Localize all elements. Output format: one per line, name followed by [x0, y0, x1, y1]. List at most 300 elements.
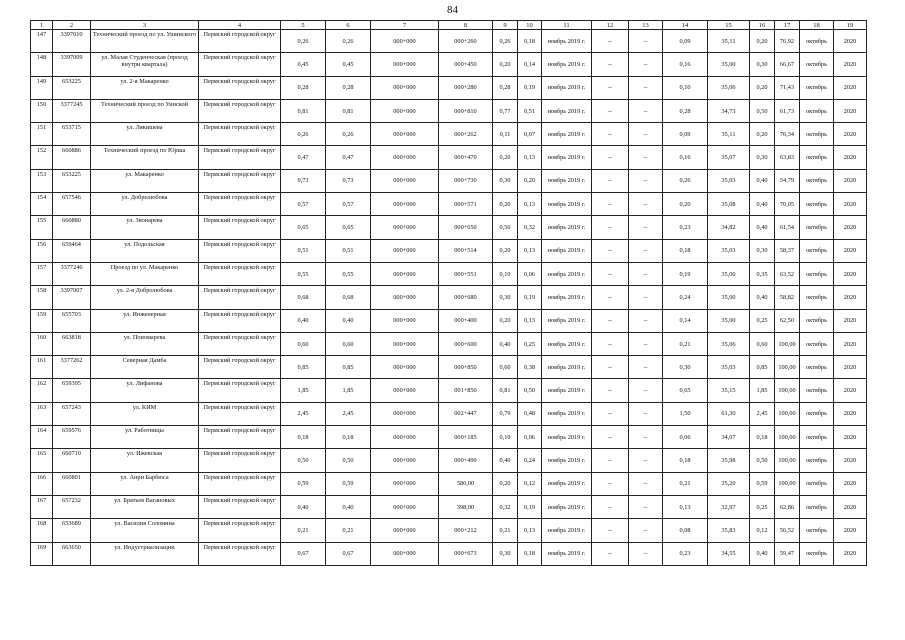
- start-chainage: 000+000: [371, 286, 439, 309]
- value-col15: 34,55: [708, 542, 750, 565]
- road-name: Проезд по ул. Макаренко: [91, 262, 199, 285]
- month: октябрь: [800, 193, 834, 216]
- end-chainage: 002+447: [439, 402, 493, 425]
- month: октябрь: [800, 495, 834, 518]
- value-col17: 58,82: [775, 286, 800, 309]
- value-col14: 0,23: [663, 542, 708, 565]
- inspection-date: ноябрь 2019 г.: [542, 449, 592, 472]
- row-number: 165: [31, 449, 53, 472]
- value-col9: 0,20: [493, 309, 518, 332]
- value-col9: 0,30: [493, 169, 518, 192]
- value-col12: –: [592, 402, 629, 425]
- length-total: 0,60: [281, 332, 326, 355]
- value-col16: 0,40: [750, 169, 775, 192]
- year: 2020: [834, 262, 867, 285]
- road-id: 660801: [53, 472, 91, 495]
- length-km: 0,47: [326, 146, 371, 169]
- length-km: 0,45: [326, 53, 371, 76]
- value-col15: 35,00: [708, 53, 750, 76]
- value-col17: 61,73: [775, 99, 800, 122]
- inspection-date: ноябрь 2019 г.: [542, 426, 592, 449]
- length-total: 0,26: [281, 30, 326, 53]
- value-col10: 0,24: [518, 449, 542, 472]
- value-col9: 0,20: [493, 239, 518, 262]
- value-col14: 0,21: [663, 332, 708, 355]
- value-col13: –: [629, 99, 663, 122]
- value-col14: 0,26: [663, 169, 708, 192]
- inspection-date: ноябрь 2019 г.: [542, 99, 592, 122]
- length-km: 1,85: [326, 379, 371, 402]
- value-col9: 0,21: [493, 519, 518, 542]
- table-row: [31, 76, 867, 99]
- row-number: 160: [31, 332, 53, 355]
- table-row: [31, 356, 867, 379]
- year: 2020: [834, 193, 867, 216]
- value-col15: 35,98: [708, 449, 750, 472]
- end-chainage: 000+260: [439, 30, 493, 53]
- start-chainage: 000+000: [371, 216, 439, 239]
- value-col16: 0,20: [750, 76, 775, 99]
- value-col12: –: [592, 76, 629, 99]
- municipality: Пермский городской округ: [199, 169, 281, 192]
- value-col15: 61,30: [708, 402, 750, 425]
- column-number: 8: [439, 21, 493, 30]
- value-col14: 0,18: [663, 449, 708, 472]
- value-col15: 35,20: [708, 472, 750, 495]
- value-col16: 0,20: [750, 123, 775, 146]
- road-name: ул. Лифанова: [91, 379, 199, 402]
- value-col12: –: [592, 239, 629, 262]
- length-km: 0,68: [326, 286, 371, 309]
- month: октябрь: [800, 472, 834, 495]
- value-col13: –: [629, 286, 663, 309]
- value-col17: 63,83: [775, 146, 800, 169]
- value-col10: 0,13: [518, 309, 542, 332]
- road-name: ул. Работницы: [91, 426, 199, 449]
- value-col14: 0,09: [663, 123, 708, 146]
- year: 2020: [834, 542, 867, 565]
- value-col10: 0,13: [518, 146, 542, 169]
- road-name: Технический проезд по ул. Ушинского: [91, 30, 199, 53]
- end-chainage: 000+185: [439, 426, 493, 449]
- table-row: [31, 193, 867, 216]
- length-total: 0,26: [281, 123, 326, 146]
- table-row: [31, 99, 867, 122]
- road-name: ул. Добролюбова: [91, 193, 199, 216]
- row-number: 147: [31, 30, 53, 53]
- month: октябрь: [800, 542, 834, 565]
- road-id: 659576: [53, 426, 91, 449]
- row-number: 162: [31, 379, 53, 402]
- year: 2020: [834, 76, 867, 99]
- value-col15: 35,11: [708, 30, 750, 53]
- road-name: ул. Братьев Вагановых: [91, 495, 199, 518]
- road-name: Северная Дамба: [91, 356, 199, 379]
- year: 2020: [834, 309, 867, 332]
- road-id: 657232: [53, 495, 91, 518]
- value-col12: –: [592, 332, 629, 355]
- value-col12: –: [592, 286, 629, 309]
- municipality: Пермский городской округ: [199, 123, 281, 146]
- length-total: 0,67: [281, 542, 326, 565]
- value-col16: 0,30: [750, 53, 775, 76]
- value-col9: 0,20: [493, 53, 518, 76]
- column-number: 11: [542, 21, 592, 30]
- value-col17: 59,47: [775, 542, 800, 565]
- value-col9: 0,32: [493, 495, 518, 518]
- row-number: 157: [31, 262, 53, 285]
- end-chainage: 000+673: [439, 542, 493, 565]
- column-number: 10: [518, 21, 542, 30]
- row-number: 150: [31, 99, 53, 122]
- end-chainage: 398,00: [439, 495, 493, 518]
- row-number: 166: [31, 472, 53, 495]
- value-col12: –: [592, 519, 629, 542]
- start-chainage: 000+000: [371, 239, 439, 262]
- value-col10: 0,19: [518, 76, 542, 99]
- value-col12: –: [592, 193, 629, 216]
- length-km: 0,59: [326, 472, 371, 495]
- value-col9: 0,50: [493, 216, 518, 239]
- length-km: 0,40: [326, 309, 371, 332]
- value-col13: –: [629, 426, 663, 449]
- value-col13: –: [629, 123, 663, 146]
- row-number: 161: [31, 356, 53, 379]
- road-name: Технический проезд по Уинской: [91, 99, 199, 122]
- value-col16: 0,85: [750, 356, 775, 379]
- length-total: 0,55: [281, 262, 326, 285]
- value-col12: –: [592, 426, 629, 449]
- value-col9: 0,79: [493, 402, 518, 425]
- value-col17: 58,37: [775, 239, 800, 262]
- value-col15: 32,97: [708, 495, 750, 518]
- value-col9: 0,30: [493, 542, 518, 565]
- value-col12: –: [592, 30, 629, 53]
- start-chainage: 000+000: [371, 262, 439, 285]
- inspection-date: ноябрь 2019 г.: [542, 519, 592, 542]
- year: 2020: [834, 402, 867, 425]
- inspection-date: ноябрь 2019 г.: [542, 542, 592, 565]
- month: октябрь: [800, 309, 834, 332]
- value-col9: 0,81: [493, 379, 518, 402]
- column-number: 14: [663, 21, 708, 30]
- value-col17: 76,34: [775, 123, 800, 146]
- municipality: Пермский городской округ: [199, 53, 281, 76]
- length-km: 0,55: [326, 262, 371, 285]
- length-km: 0,21: [326, 519, 371, 542]
- year: 2020: [834, 426, 867, 449]
- value-col10: 0,48: [518, 402, 542, 425]
- inspection-date: ноябрь 2019 г.: [542, 332, 592, 355]
- value-col14: 0,20: [663, 193, 708, 216]
- value-col13: –: [629, 169, 663, 192]
- table-row: [31, 239, 867, 262]
- start-chainage: 000+000: [371, 30, 439, 53]
- length-total: 0,47: [281, 146, 326, 169]
- inspection-date: ноябрь 2019 г.: [542, 472, 592, 495]
- value-col9: 0,77: [493, 99, 518, 122]
- column-number: 15: [708, 21, 750, 30]
- length-total: 0,45: [281, 53, 326, 76]
- municipality: Пермский городской округ: [199, 449, 281, 472]
- year: 2020: [834, 495, 867, 518]
- length-total: 0,73: [281, 169, 326, 192]
- table-row: [31, 402, 867, 425]
- value-col9: 0,20: [493, 193, 518, 216]
- length-km: 0,85: [326, 356, 371, 379]
- road-id: 659464: [53, 239, 91, 262]
- month: октябрь: [800, 53, 834, 76]
- length-total: 0,28: [281, 76, 326, 99]
- road-id: 653225: [53, 169, 91, 192]
- road-id: 3397007: [53, 286, 91, 309]
- year: 2020: [834, 519, 867, 542]
- end-chainage: 000+514: [439, 239, 493, 262]
- table-row: [31, 495, 867, 518]
- value-col17: 56,52: [775, 519, 800, 542]
- value-col13: –: [629, 262, 663, 285]
- value-col9: 0,20: [493, 472, 518, 495]
- value-col13: –: [629, 53, 663, 76]
- value-col9: 0,11: [493, 123, 518, 146]
- road-id: 655703: [53, 309, 91, 332]
- year: 2020: [834, 449, 867, 472]
- row-number: 169: [31, 542, 53, 565]
- value-col15: 35,06: [708, 76, 750, 99]
- value-col14: 0,08: [663, 519, 708, 542]
- road-id: 660710: [53, 449, 91, 472]
- inspection-date: ноябрь 2019 г.: [542, 216, 592, 239]
- value-col10: 0,38: [518, 356, 542, 379]
- value-col14: 0,13: [663, 495, 708, 518]
- row-number: 164: [31, 426, 53, 449]
- road-id: 653689: [53, 519, 91, 542]
- municipality: Пермский городской округ: [199, 332, 281, 355]
- value-col14: 0,18: [663, 239, 708, 262]
- start-chainage: 000+000: [371, 123, 439, 146]
- value-col12: –: [592, 379, 629, 402]
- value-col16: 0,20: [750, 30, 775, 53]
- start-chainage: 000+000: [371, 426, 439, 449]
- road-id: 659395: [53, 379, 91, 402]
- start-chainage: 000+000: [371, 53, 439, 76]
- road-id: 660880: [53, 216, 91, 239]
- road-id: 663818: [53, 332, 91, 355]
- value-col17: 100,00: [775, 449, 800, 472]
- value-col16: 0,50: [750, 99, 775, 122]
- year: 2020: [834, 379, 867, 402]
- value-col13: –: [629, 519, 663, 542]
- inspection-date: ноябрь 2019 г.: [542, 286, 592, 309]
- row-number: 151: [31, 123, 53, 146]
- municipality: Пермский городской округ: [199, 99, 281, 122]
- value-col15: 35,06: [708, 332, 750, 355]
- month: октябрь: [800, 99, 834, 122]
- value-col15: 34,82: [708, 216, 750, 239]
- value-col16: 0,59: [750, 472, 775, 495]
- value-col14: 0,09: [663, 30, 708, 53]
- value-col16: 0,50: [750, 449, 775, 472]
- value-col17: 63,52: [775, 262, 800, 285]
- value-col16: 0,12: [750, 519, 775, 542]
- value-col15: 35,08: [708, 193, 750, 216]
- start-chainage: 000+000: [371, 542, 439, 565]
- value-col16: 0,30: [750, 146, 775, 169]
- value-col10: 0,14: [518, 53, 542, 76]
- municipality: Пермский городской округ: [199, 402, 281, 425]
- value-col10: 0,06: [518, 426, 542, 449]
- end-chainage: 000+571: [439, 193, 493, 216]
- month: октябрь: [800, 402, 834, 425]
- end-chainage: 000+730: [439, 169, 493, 192]
- end-chainage: 000+280: [439, 76, 493, 99]
- year: 2020: [834, 146, 867, 169]
- length-total: 0,40: [281, 309, 326, 332]
- length-km: 0,57: [326, 193, 371, 216]
- value-col14: 0,30: [663, 356, 708, 379]
- road-name: ул. Лякишева: [91, 123, 199, 146]
- value-col14: 1,50: [663, 402, 708, 425]
- value-col16: 2,45: [750, 402, 775, 425]
- length-km: 0,50: [326, 449, 371, 472]
- value-col9: 0,30: [493, 286, 518, 309]
- value-col17: 71,43: [775, 76, 800, 99]
- value-col15: 35,03: [708, 356, 750, 379]
- row-number: 159: [31, 309, 53, 332]
- inspection-date: ноябрь 2019 г.: [542, 309, 592, 332]
- road-name: ул. Звонарева: [91, 216, 199, 239]
- month: октябрь: [800, 123, 834, 146]
- road-name: ул. 2-я Добролюбова: [91, 286, 199, 309]
- end-chainage: 000+551: [439, 262, 493, 285]
- table-row: [31, 379, 867, 402]
- inspection-date: ноябрь 2019 г.: [542, 379, 592, 402]
- length-total: 0,18: [281, 426, 326, 449]
- start-chainage: 000+000: [371, 146, 439, 169]
- table-row: [31, 123, 867, 146]
- table-row: [31, 146, 867, 169]
- end-chainage: 000+850: [439, 356, 493, 379]
- value-col12: –: [592, 53, 629, 76]
- start-chainage: 000+000: [371, 495, 439, 518]
- municipality: Пермский городской округ: [199, 216, 281, 239]
- end-chainage: 000+400: [439, 309, 493, 332]
- municipality: Пермский городской округ: [199, 356, 281, 379]
- municipality: Пермский городской округ: [199, 262, 281, 285]
- value-col14: 0,10: [663, 76, 708, 99]
- start-chainage: 000+000: [371, 519, 439, 542]
- value-col10: 0,51: [518, 99, 542, 122]
- length-total: 0,21: [281, 519, 326, 542]
- inspection-date: ноябрь 2019 г.: [542, 30, 592, 53]
- municipality: Пермский городской округ: [199, 146, 281, 169]
- end-chainage: 000+650: [439, 216, 493, 239]
- month: октябрь: [800, 356, 834, 379]
- value-col10: 0,19: [518, 286, 542, 309]
- column-number: 17: [775, 21, 800, 30]
- length-km: 0,26: [326, 30, 371, 53]
- inspection-date: ноябрь 2019 г.: [542, 495, 592, 518]
- month: октябрь: [800, 30, 834, 53]
- road-id: 660886: [53, 146, 91, 169]
- value-col13: –: [629, 542, 663, 565]
- value-col16: 0,25: [750, 309, 775, 332]
- start-chainage: 000+000: [371, 449, 439, 472]
- length-km: 0,60: [326, 332, 371, 355]
- value-col17: 76,92: [775, 30, 800, 53]
- start-chainage: 000+000: [371, 99, 439, 122]
- table-row: [31, 53, 867, 76]
- value-col16: 0,18: [750, 426, 775, 449]
- table-header-row: [31, 21, 867, 30]
- length-total: 0,81: [281, 99, 326, 122]
- row-number: 158: [31, 286, 53, 309]
- table-row: [31, 262, 867, 285]
- column-number: 19: [834, 21, 867, 30]
- year: 2020: [834, 286, 867, 309]
- value-col17: 100,00: [775, 402, 800, 425]
- value-col13: –: [629, 30, 663, 53]
- value-col16: 0,40: [750, 542, 775, 565]
- value-col14: 0,23: [663, 216, 708, 239]
- municipality: Пермский городской округ: [199, 426, 281, 449]
- value-col9: 0,28: [493, 76, 518, 99]
- start-chainage: 000+000: [371, 332, 439, 355]
- value-col12: –: [592, 472, 629, 495]
- month: октябрь: [800, 216, 834, 239]
- road-id: 3397009: [53, 53, 91, 76]
- value-col13: –: [629, 216, 663, 239]
- inspection-date: ноябрь 2019 г.: [542, 239, 592, 262]
- value-col9: 0,10: [493, 262, 518, 285]
- value-col13: –: [629, 449, 663, 472]
- row-number: 168: [31, 519, 53, 542]
- value-col17: 100,00: [775, 332, 800, 355]
- value-col15: 34,07: [708, 426, 750, 449]
- length-km: 0,51: [326, 239, 371, 262]
- value-col13: –: [629, 332, 663, 355]
- value-col12: –: [592, 216, 629, 239]
- row-number: 148: [31, 53, 53, 76]
- month: октябрь: [800, 332, 834, 355]
- year: 2020: [834, 472, 867, 495]
- start-chainage: 000+000: [371, 76, 439, 99]
- inspection-date: ноябрь 2019 г.: [542, 146, 592, 169]
- value-col15: 34,73: [708, 99, 750, 122]
- inspection-date: ноябрь 2019 г.: [542, 76, 592, 99]
- value-col12: –: [592, 123, 629, 146]
- municipality: Пермский городской округ: [199, 30, 281, 53]
- year: 2020: [834, 356, 867, 379]
- column-number: 4: [199, 21, 281, 30]
- month: октябрь: [800, 169, 834, 192]
- start-chainage: 000+000: [371, 309, 439, 332]
- value-col15: 35,03: [708, 239, 750, 262]
- year: 2020: [834, 216, 867, 239]
- road-id: 657243: [53, 402, 91, 425]
- end-chainage: 000+499: [439, 449, 493, 472]
- value-col16: 0,35: [750, 262, 775, 285]
- column-number: 12: [592, 21, 629, 30]
- municipality: Пермский городской округ: [199, 495, 281, 518]
- table-row: [31, 542, 867, 565]
- inspection-date: ноябрь 2019 г.: [542, 169, 592, 192]
- length-total: 0,50: [281, 449, 326, 472]
- page-number: 84: [447, 4, 458, 16]
- value-col17: 70,05: [775, 193, 800, 216]
- column-number: 2: [53, 21, 91, 30]
- table-row: [31, 169, 867, 192]
